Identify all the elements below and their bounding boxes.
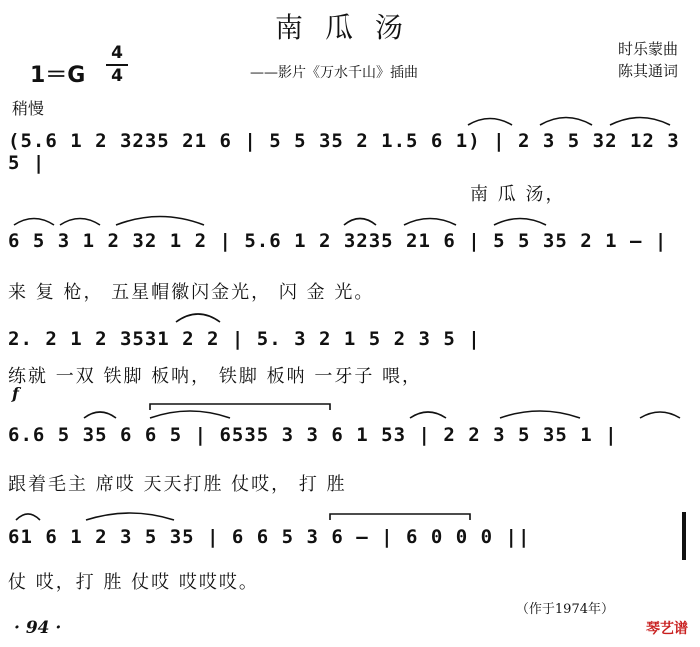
notation-line-2 [8,218,692,264]
credits [618,38,678,82]
notation-line-5 [8,514,692,560]
tempo-marking: 稍慢 [12,99,45,118]
lyricist-credit: 陈其通词 [617,62,678,80]
notation-line-1 [8,118,692,174]
notes-2: 6 5 3 1 2 32 1 2 | 5.6 1 2 3235 21 6 | 5 5 35 2 1 – | [8,230,668,252]
meter-top: 4 [111,43,123,63]
source-note: ——影片《万水千山》插曲 [250,65,418,81]
bracket [150,404,330,410]
lyrics-4: 跟着毛主 席哎 天天打胜 仗哎， 打 胜 [8,474,347,495]
page-number: · 94 · [14,618,62,638]
lyrics-1: 南 瓜 汤， [470,184,566,205]
notation-line-3 [8,316,692,362]
watermark-logo: 琴艺谱 [646,621,688,637]
notes-3: 2. 2 1 2 3531 2 2 | 5. 3 2 1 5 2 3 5 | [8,328,481,350]
lyrics-2: 来 复 枪， 五星帽徽闪金光， 闪 金 光。 [8,282,375,303]
composer-credit: 时乐蒙曲 [617,40,678,58]
time-signature [104,44,130,86]
notes-1: (5.6 1 2 3235 21 6 | 5 5 35 2 1.5 6 1) | 2 3 5 32 12 3 5 | [8,130,680,174]
meter-bottom: 4 [111,66,123,86]
lyrics-5: 仗 哎，打 胜 仗哎 哎哎哎。 [8,572,259,593]
song-title: 南瓜汤 [274,11,425,44]
key-signature: 1＝G [30,63,86,88]
lyrics-3: 练就 一双 铁脚 板呐， 铁脚 板呐 一牙子 喂， [8,366,423,387]
notation-line-4 [8,412,692,458]
dynamic-marking: f [12,384,19,403]
composition-date: （作于1974年） [515,602,614,617]
notes-5: 61 6 1 2 3 5 35 | 6 6 5 3 6 – | 6 0 0 0 || [8,526,531,548]
notes-4: 6.6 5 35 6 6 5 | 6535 3 3 6 1 53 | 2 2 3 5 35 1 | [8,424,618,446]
